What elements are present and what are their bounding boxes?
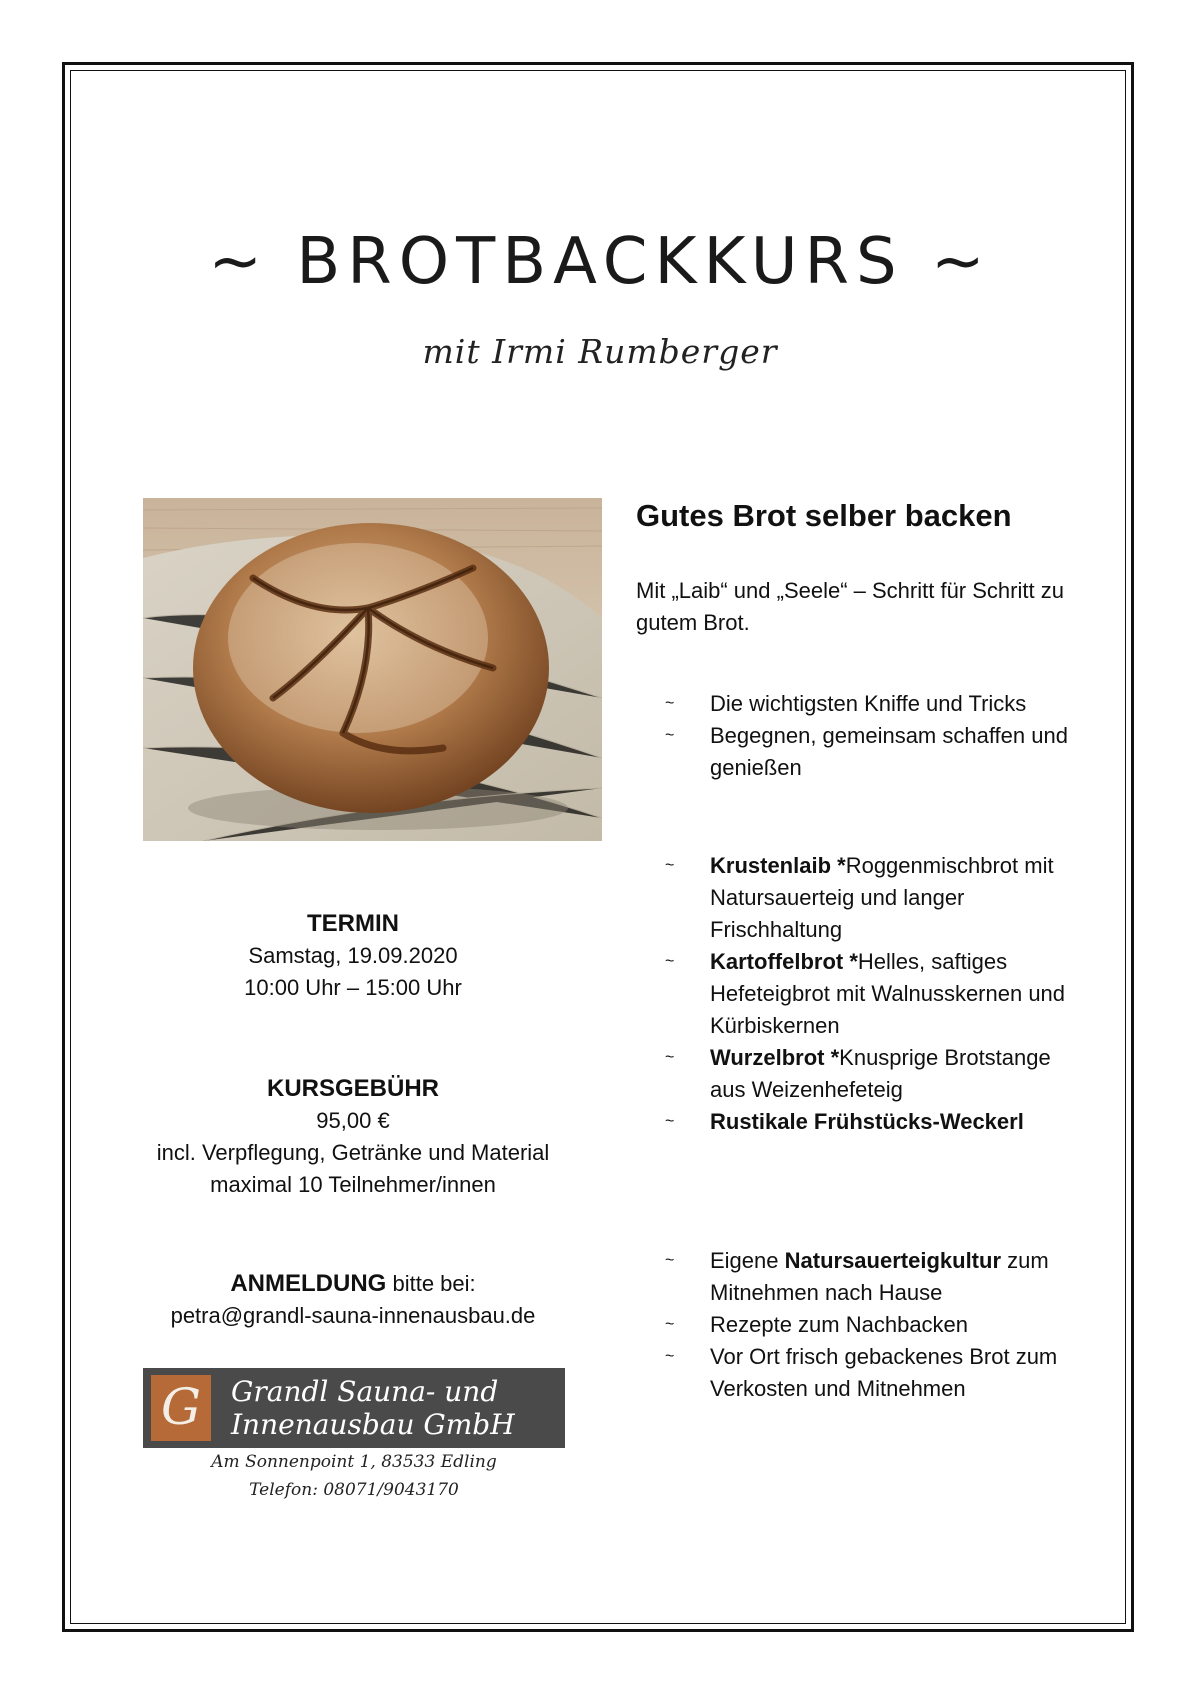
bread-desc: Helles, saftiges Hefeteigbrot mit Walnusskernen und Kürbiskernen xyxy=(710,949,1066,1038)
fee-label: KURSGEBÜHR xyxy=(266,1075,439,1102)
list-item xyxy=(665,1042,1085,1106)
bullet-marker: ~ xyxy=(665,1348,675,1365)
bread-name: Krustenlaib * xyxy=(710,853,846,878)
breads-list xyxy=(665,850,1085,1138)
list-item: ~ Rezepte zum Nachbacken xyxy=(665,1309,1085,1341)
list-item: ~ Die wichtigsten Kniffe und Tricks xyxy=(665,688,1085,720)
fee-max: maximal 10 Teilnehmer/innen xyxy=(210,1172,496,1197)
bullet-marker: ~ xyxy=(665,1049,675,1066)
bullet-marker: ~ xyxy=(665,857,675,874)
bullet-marker: ~ xyxy=(665,727,675,744)
logo-mark xyxy=(151,1375,211,1441)
bread-name: Wurzelbrot * xyxy=(710,1045,840,1070)
termin-label: TERMIN xyxy=(307,910,399,937)
fee-includes: incl. Verpflegung, Getränke und Material xyxy=(156,1140,550,1165)
anmeldung-after: bitte bei: xyxy=(392,1271,476,1296)
list-item xyxy=(665,1106,1085,1138)
extras-list xyxy=(665,1245,1085,1405)
list-item xyxy=(665,850,1085,946)
fee-price: 95,00 € xyxy=(316,1108,390,1133)
anmeldung-section xyxy=(143,1268,563,1332)
bread-desc: Knusprige Brotstange aus Weizenhefeteig xyxy=(710,1045,1051,1102)
bread-photo xyxy=(143,498,602,841)
anmeldung-email[interactable]: petra@grandl-sauna-innenausbau.de xyxy=(170,1303,536,1328)
list-item: ~ Begegnen, gemeinsam schaffen und genießen xyxy=(665,720,1085,784)
logo-letter: G xyxy=(161,1378,201,1436)
company-address: Am Sonnenpoint 1, 83533 Edling xyxy=(211,1452,497,1472)
bullet-marker: ~ xyxy=(665,953,675,970)
bullet-marker: ~ xyxy=(665,695,675,712)
company-phone: Telefon: 08071/9043170 xyxy=(249,1480,459,1500)
page-title: ~ BROTBACKKURS ~ xyxy=(208,225,992,299)
bread-name: Kartoffelbrot * xyxy=(710,949,858,974)
company-logo xyxy=(143,1368,565,1448)
anmeldung-label: ANMELDUNG xyxy=(230,1270,387,1297)
list-item: ~ Eigene Natursauerteigkultur zum Mitnehmen nach Hause xyxy=(665,1245,1085,1309)
logo-line2: Innenausbau GmbH xyxy=(231,1408,515,1441)
termin-time: 10:00 Uhr – 15:00 Uhr xyxy=(244,975,462,1000)
tips-list xyxy=(665,688,1085,784)
termin-date: Samstag, 19.09.2020 xyxy=(248,943,458,968)
bread-desc: Roggenmischbrot mit Natursauerteig und langer Frischhaltung xyxy=(710,853,1054,942)
termin-section xyxy=(143,908,563,1004)
intro-text: Mit „Laib“ und „Seele“ – Schritt für Schritt zu gutem Brot. xyxy=(636,578,1064,635)
fee-section xyxy=(143,1073,563,1201)
page-subtitle: mit Irmi Rumberger xyxy=(422,332,778,371)
list-item: ~ Vor Ort frisch gebackenes Brot zum Verkosten und Mitnehmen xyxy=(665,1341,1085,1405)
bullet-marker: ~ xyxy=(665,1316,675,1333)
logo-line1: Grandl Sauna- und xyxy=(231,1375,499,1408)
bullet-marker: ~ xyxy=(665,1252,675,1269)
right-heading: Gutes Brot selber backen xyxy=(636,498,1012,533)
list-item xyxy=(665,946,1085,1042)
bullet-marker: ~ xyxy=(665,1113,675,1130)
bread-name: Rustikale Frühstücks-Weckerl xyxy=(710,1109,1024,1134)
